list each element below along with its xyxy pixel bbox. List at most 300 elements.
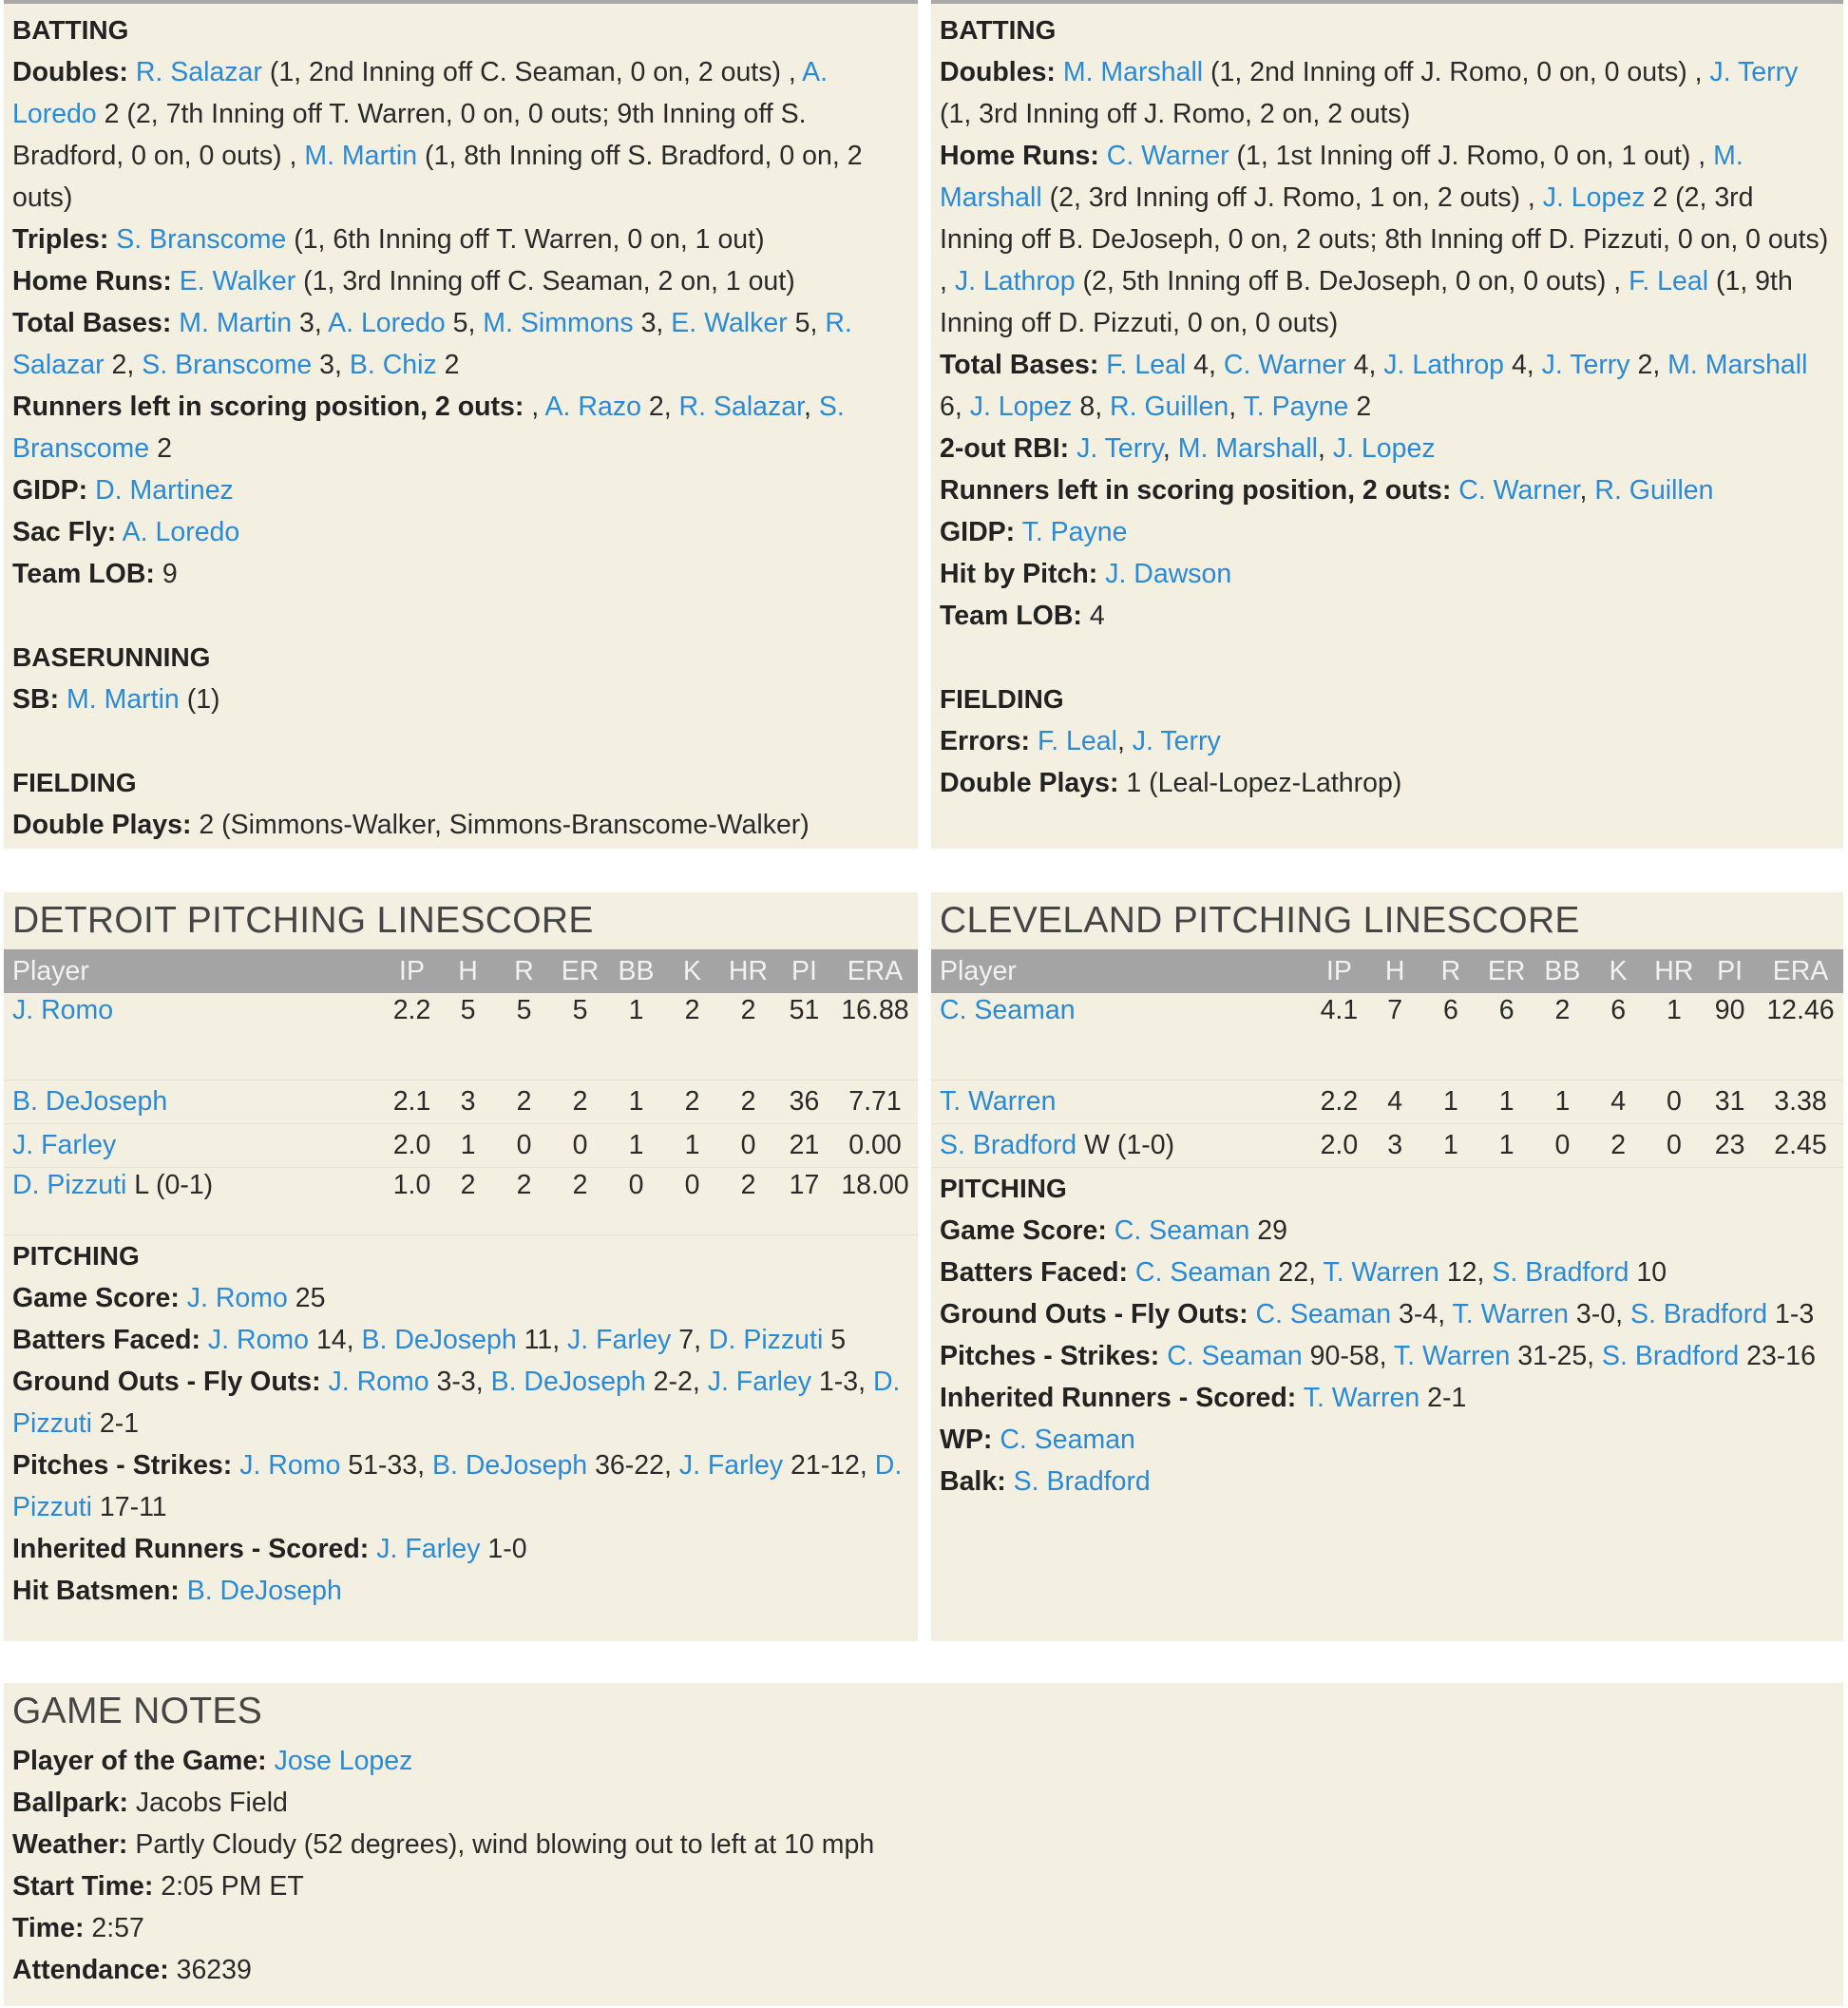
stat-cell: 2.2 xyxy=(1311,1080,1367,1124)
triples-line xyxy=(12,219,918,260)
col-header[interactable]: HR xyxy=(720,949,776,993)
player-link[interactable]: J. Terry xyxy=(1541,350,1630,380)
player-link[interactable]: J. Terry xyxy=(1076,433,1163,464)
stat-text: 3, xyxy=(633,308,672,338)
stat-cell: 4 xyxy=(1591,1080,1647,1124)
col-header[interactable]: ER xyxy=(1478,949,1534,993)
stat-text: 2 xyxy=(149,433,172,464)
player-link[interactable]: T. Warren xyxy=(1303,1383,1420,1413)
stat-cell: 3 xyxy=(440,1080,496,1124)
game-notes-body xyxy=(4,1740,1843,1991)
stat-cell: 1 xyxy=(1423,1080,1479,1124)
double-plays-value: 1 (Leal-Lopez-Lathrop) xyxy=(1118,768,1402,798)
stat-text: , xyxy=(1579,475,1595,506)
double-plays-value: 2 (Simmons-Walker, Simmons-Branscome-Walker) xyxy=(191,810,810,840)
gidp-label: GIDP: xyxy=(940,517,1016,547)
player-link[interactable]: C. Seaman xyxy=(1134,1257,1271,1288)
player-link[interactable]: S. Bradford xyxy=(1492,1257,1629,1288)
stat-text: (1, 1st Inning off J. Romo, 0 on, 1 out) , xyxy=(1229,141,1714,171)
stat-cell: 2 xyxy=(496,1080,552,1124)
stat-cell: 6 xyxy=(1423,993,1479,1080)
batting-heading: BATTING xyxy=(12,15,129,45)
pitching-heading: PITCHING xyxy=(12,1241,140,1271)
player-link[interactable]: Jose Lopez xyxy=(274,1746,413,1776)
two-out-rbi-label: 2-out RBI: xyxy=(940,433,1070,464)
home-runs-label: Home Runs: xyxy=(940,141,1099,171)
stat-cell: 0 xyxy=(608,1168,664,1235)
stat-cell: 1.0 xyxy=(384,1168,440,1235)
ballpark-line xyxy=(12,1782,1843,1824)
stat-text: , xyxy=(1317,433,1333,464)
table-row xyxy=(4,993,918,1080)
stat-cell: 4 xyxy=(1367,1080,1423,1124)
hbp-label: Hit by Pitch: xyxy=(940,559,1098,589)
inherited-runners-line xyxy=(940,1377,1843,1419)
player-link[interactable]: S. Bradford xyxy=(1013,1466,1151,1497)
col-header[interactable]: ERA xyxy=(1758,949,1843,993)
col-header[interactable]: H xyxy=(440,949,496,993)
player-link[interactable]: S. Bradford xyxy=(940,1130,1077,1160)
home-runs-label: Home Runs: xyxy=(12,266,172,296)
stat-text: 5, xyxy=(787,308,826,338)
stat-text: (1, 8th Inning off S. Bradford, 0 on, 2 outs) xyxy=(12,141,863,213)
stat-text: , xyxy=(804,392,819,422)
player-link[interactable]: S. Branscome xyxy=(12,392,845,464)
stat-text: 1-0 xyxy=(480,1534,527,1564)
player-link[interactable]: M. Marshall xyxy=(940,141,1743,213)
fielding-heading: FIELDING xyxy=(12,768,137,797)
player-link[interactable]: D. Pizzuti xyxy=(12,1450,903,1522)
col-header[interactable]: ER xyxy=(552,949,608,993)
stat-cell: 2 xyxy=(440,1168,496,1235)
stat-text: (1, 9th Inning off D. Pizzuti, 0 on, 0 outs) xyxy=(940,266,1793,338)
stat-cell: 1 xyxy=(608,1124,664,1168)
stat-text: 3-4, xyxy=(1391,1299,1453,1329)
col-header[interactable]: PI xyxy=(776,949,832,993)
player-link[interactable]: T. Payne xyxy=(1243,392,1349,422)
player-link[interactable]: F. Leal xyxy=(1629,266,1709,296)
doubles-label: Doubles: xyxy=(940,57,1056,87)
stat-cell: 0.00 xyxy=(832,1124,918,1168)
sb-label: SB: xyxy=(12,684,60,715)
stat-cell: 2 xyxy=(664,1080,720,1124)
start-time-label: Start Time: xyxy=(12,1871,154,1902)
player-link[interactable]: T. Payne xyxy=(1021,517,1128,547)
stat-text: 3-0, xyxy=(1568,1299,1630,1329)
player-link[interactable]: R. Guillen xyxy=(1110,392,1229,422)
player-link[interactable]: S. Bradford xyxy=(1602,1341,1740,1371)
player-link[interactable]: C. Warner xyxy=(1458,475,1580,506)
stat-cell: 1 xyxy=(1423,1124,1479,1168)
player-link[interactable]: T. Warren xyxy=(940,1086,1057,1117)
player-link[interactable]: C. Seaman xyxy=(1114,1215,1250,1246)
stat-text: 17-11 xyxy=(91,1492,167,1522)
game-notes-panel xyxy=(4,1683,1843,2006)
weather-line xyxy=(12,1824,1843,1865)
stat-text: 22, xyxy=(1270,1257,1324,1288)
stat-text: (1, 3rd Inning off C. Seaman, 2 on, 1 out) xyxy=(295,266,795,296)
stat-cell: 4.1 xyxy=(1311,993,1367,1080)
table-row xyxy=(931,1080,1843,1124)
stat-cell: 1 xyxy=(608,1080,664,1124)
stat-text: (1, 2nd Inning off J. Romo, 0 on, 0 outs) , xyxy=(1203,57,1710,87)
player-link[interactable]: J. Lathrop xyxy=(1383,350,1505,380)
stat-cell: 0 xyxy=(1647,1080,1703,1124)
team-lob-line xyxy=(940,595,1843,637)
stat-cell: 2 xyxy=(1591,1124,1647,1168)
stat-text: 10 xyxy=(1629,1257,1667,1288)
table-row xyxy=(931,993,1843,1080)
stat-text: 2 xyxy=(436,350,460,380)
player-cell xyxy=(931,1124,1311,1168)
spacer xyxy=(940,637,1843,679)
player-link[interactable]: F. Leal xyxy=(1106,350,1187,380)
triples-label: Triples: xyxy=(12,224,109,255)
stat-text: 51-33, xyxy=(340,1450,432,1481)
sac-fly-label: Sac Fly: xyxy=(12,517,117,547)
doubles-line xyxy=(940,51,1843,135)
player-link[interactable]: T. Warren xyxy=(1323,1257,1439,1288)
player-link[interactable]: B. DeJoseph xyxy=(361,1325,517,1355)
stat-cell: 3.38 xyxy=(1758,1080,1843,1124)
stat-cell: 17 xyxy=(776,1168,832,1235)
fielding-heading: FIELDING xyxy=(940,684,1064,714)
attendance-line xyxy=(12,1949,1843,1991)
stat-cell: 2 xyxy=(1534,993,1591,1080)
total-bases-label: Total Bases: xyxy=(940,350,1099,380)
team-lob-label: Team LOB: xyxy=(12,559,155,589)
stat-cell: 5 xyxy=(440,993,496,1080)
team-lob-label: Team LOB: xyxy=(940,601,1082,631)
player-link[interactable]: M. Martin xyxy=(67,684,180,715)
col-header[interactable]: K xyxy=(1591,949,1647,993)
cleveland-pitching-title: CLEVELAND PITCHING LINESCORE xyxy=(940,900,1580,941)
home-runs-line xyxy=(940,135,1843,344)
col-header[interactable]: HR xyxy=(1647,949,1703,993)
stat-cell: 6 xyxy=(1478,993,1534,1080)
player-link[interactable]: J. Terry xyxy=(1132,726,1221,756)
game-score-line xyxy=(12,1277,918,1319)
player-link[interactable]: C. Seaman xyxy=(1255,1299,1392,1329)
weather-value: Partly Cloudy (52 degrees), wind blowing out to left at 10 mph xyxy=(127,1829,875,1860)
player-link[interactable]: C. Warner xyxy=(1223,350,1346,380)
risp-label: Runners left in scoring position, 2 outs: xyxy=(940,475,1452,506)
stat-cell: 18.00 xyxy=(832,1168,918,1235)
player-link[interactable]: M. Marshall xyxy=(1177,433,1318,464)
ballpark-value: Jacobs Field xyxy=(127,1788,288,1818)
start-time-value: 2:05 PM ET xyxy=(153,1871,304,1902)
col-header[interactable]: H xyxy=(1367,949,1423,993)
player-link[interactable]: J. Lopez xyxy=(969,392,1073,422)
player-link[interactable]: C. Seaman xyxy=(940,995,1076,1025)
cleveland-pitching-details xyxy=(931,1168,1843,1502)
table-row xyxy=(4,1080,918,1124)
stat-cell: 7 xyxy=(1367,993,1423,1080)
table-header-row xyxy=(4,949,918,993)
hbp-line xyxy=(940,553,1843,595)
stat-cell: 31 xyxy=(1702,1080,1758,1124)
col-header[interactable]: ERA xyxy=(832,949,918,993)
player-link[interactable]: R. Salazar xyxy=(678,392,805,422)
player-link[interactable]: C. Warner xyxy=(1106,141,1229,171)
sac-fly-line xyxy=(12,511,918,553)
player-link[interactable]: J. Romo xyxy=(186,1283,288,1313)
cleveland-linescore-table xyxy=(931,949,1843,1168)
stat-text: (2, 3rd Inning off J. Romo, 1 on, 2 outs) , xyxy=(1041,182,1543,213)
batting-heading: BATTING xyxy=(940,15,1057,45)
stat-text: (1, 6th Inning off T. Warren, 0 on, 1 out) xyxy=(286,224,765,255)
stat-text: 4, xyxy=(1345,350,1384,380)
player-link[interactable]: A. Loredo xyxy=(12,57,829,129)
stat-cell: 16.88 xyxy=(832,993,918,1080)
player-of-game-label: Player of the Game: xyxy=(12,1746,267,1776)
inherited-runners-label: Inherited Runners - Scored: xyxy=(940,1383,1297,1413)
total-bases-line xyxy=(940,344,1843,428)
stat-text: 21-12, xyxy=(783,1450,875,1481)
player-link[interactable]: J. Lathrop xyxy=(954,266,1076,296)
stat-text: 8, xyxy=(1072,392,1111,422)
stat-cell: 1 xyxy=(608,993,664,1080)
player-link[interactable]: J. Farley xyxy=(12,1130,117,1160)
player-link[interactable]: R. Salazar xyxy=(12,308,852,380)
wp-label: WP: xyxy=(940,1425,993,1455)
stat-cell: 0 xyxy=(720,1124,776,1168)
stat-text: , xyxy=(524,392,545,422)
batters-faced-line xyxy=(12,1319,918,1361)
gidp-line xyxy=(940,511,1843,553)
doubles-label: Doubles: xyxy=(12,57,128,87)
stat-cell: 2 xyxy=(552,1080,608,1124)
ballpark-label: Ballpark: xyxy=(12,1788,128,1818)
gidp-label: GIDP: xyxy=(12,475,88,506)
pitches-strikes-line xyxy=(940,1335,1843,1377)
stat-cell: 1 xyxy=(440,1124,496,1168)
col-header[interactable]: R xyxy=(496,949,552,993)
game-score-label: Game Score: xyxy=(940,1215,1107,1246)
player-link[interactable]: M. Martin xyxy=(179,308,293,338)
stat-text: , xyxy=(1116,726,1133,756)
player-link[interactable]: E. Walker xyxy=(179,266,296,296)
hit-batsmen-label: Hit Batsmen: xyxy=(12,1576,180,1606)
doubles-line xyxy=(12,51,918,219)
player-link[interactable]: D. Pizzuti xyxy=(12,1367,901,1439)
col-header[interactable]: BB xyxy=(1534,949,1591,993)
stat-cell: 51 xyxy=(776,993,832,1080)
inherited-runners-line xyxy=(12,1528,918,1570)
stat-cell: 36 xyxy=(776,1080,832,1124)
player-link[interactable]: B. DeJoseph xyxy=(12,1086,168,1117)
stat-text: (1, 3rd Inning off J. Romo, 2 on, 2 outs) xyxy=(940,99,1411,129)
go-fo-line xyxy=(12,1361,918,1444)
player-link[interactable]: A. Loredo xyxy=(122,517,240,547)
player-cell xyxy=(4,1080,384,1124)
player-link[interactable]: M. Simmons xyxy=(483,308,634,338)
double-plays-line xyxy=(12,804,918,846)
player-link[interactable]: J. Lopez xyxy=(1542,182,1646,213)
stat-cell: 2.0 xyxy=(384,1124,440,1168)
table-row xyxy=(931,1124,1843,1168)
stat-cell: 23 xyxy=(1702,1124,1758,1168)
go-fo-label: Ground Outs - Fly Outs: xyxy=(940,1299,1248,1329)
player-link[interactable]: R. Salazar xyxy=(135,57,262,87)
col-header[interactable]: Player xyxy=(4,949,384,993)
game-score-label: Game Score: xyxy=(12,1283,180,1313)
cleveland-batting-panel xyxy=(931,0,1843,849)
stat-text: (1, 2nd Inning off C. Seaman, 0 on, 2 outs) , xyxy=(261,57,803,87)
stat-text: 12, xyxy=(1438,1257,1493,1288)
player-link[interactable]: C. Seaman xyxy=(1000,1425,1135,1455)
team-lob-line xyxy=(12,553,918,595)
risp-line xyxy=(12,386,918,469)
time-line xyxy=(12,1907,1843,1949)
stat-cell: 0 xyxy=(552,1124,608,1168)
stat-cell: 2 xyxy=(720,1080,776,1124)
player-link[interactable]: B. DeJoseph xyxy=(431,1450,588,1481)
player-link[interactable]: M. Marshall xyxy=(1667,350,1808,380)
player-link[interactable]: J. Romo xyxy=(239,1450,341,1481)
stat-text: 4, xyxy=(1504,350,1542,380)
player-link[interactable]: B. Chiz xyxy=(349,350,437,380)
stat-cell: 2.0 xyxy=(1311,1124,1367,1168)
player-link[interactable]: J. Terry xyxy=(1709,57,1799,87)
gidp-line xyxy=(12,469,918,511)
baserunning-heading: BASERUNNING xyxy=(12,642,211,672)
player-link[interactable]: A. Loredo xyxy=(328,308,446,338)
stat-text: , xyxy=(1229,392,1244,422)
detroit-pitching-details xyxy=(4,1235,918,1612)
player-link[interactable]: R. Guillen xyxy=(1594,475,1714,506)
col-header[interactable]: IP xyxy=(1311,949,1367,993)
col-header[interactable]: BB xyxy=(608,949,664,993)
player-link[interactable]: J. Farley xyxy=(678,1450,784,1481)
stat-cell: 2 xyxy=(720,993,776,1080)
double-plays-line xyxy=(940,762,1843,804)
errors-label: Errors: xyxy=(940,726,1031,756)
attendance-label: Attendance: xyxy=(12,1955,169,1985)
player-link[interactable]: S. Branscome xyxy=(142,350,313,380)
game-score-line xyxy=(940,1210,1843,1252)
stat-text: 4, xyxy=(1186,350,1224,380)
player-cell xyxy=(4,993,384,1080)
player-link[interactable]: F. Leal xyxy=(1037,726,1117,756)
double-plays-label: Double Plays: xyxy=(940,768,1119,798)
stat-text: 11, xyxy=(516,1325,568,1355)
stat-cell: 90 xyxy=(1702,993,1758,1080)
stat-text: 1-3, xyxy=(811,1367,873,1397)
stat-text: 25 xyxy=(287,1283,326,1313)
time-label: Time: xyxy=(12,1913,85,1943)
stat-text: 7, xyxy=(671,1325,709,1355)
detroit-linescore-table xyxy=(4,949,918,1235)
player-link[interactable]: C. Seaman xyxy=(1167,1341,1303,1371)
col-header[interactable]: K xyxy=(664,949,720,993)
stat-text: 2-1 xyxy=(91,1408,140,1439)
stat-text: 90-58, xyxy=(1302,1341,1394,1371)
stat-text: 2, xyxy=(640,392,679,422)
player-cell xyxy=(931,993,1311,1080)
player-link[interactable]: T. Warren xyxy=(1452,1299,1569,1329)
player-of-game-line xyxy=(12,1740,1843,1782)
player-link[interactable]: T. Warren xyxy=(1393,1341,1511,1371)
stat-text: 2 (2, 7th Inning off T. Warren, 0 on, 0 outs; 9th Inning off S. Bradford, 0 on, 0 outs) , xyxy=(12,99,807,171)
player-link[interactable]: D. Pizzuti xyxy=(708,1325,824,1355)
stat-text: 2 xyxy=(1348,392,1372,422)
col-header[interactable]: PI xyxy=(1702,949,1758,993)
player-cell xyxy=(931,1080,1311,1124)
stat-cell: 1 xyxy=(664,1124,720,1168)
player-link[interactable]: B. DeJoseph xyxy=(186,1576,342,1606)
stat-text: 6, xyxy=(940,392,970,422)
batters-faced-label: Batters Faced: xyxy=(940,1257,1128,1288)
stat-text: 23-16 xyxy=(1739,1341,1816,1371)
stat-cell: 1 xyxy=(1647,993,1703,1080)
spacer xyxy=(12,720,918,762)
player-link[interactable]: J. Farley xyxy=(376,1534,481,1564)
stat-text: 3, xyxy=(312,350,350,380)
player-link[interactable]: E. Walker xyxy=(671,308,788,338)
player-link[interactable]: M. Martin xyxy=(304,141,418,171)
player-link[interactable]: D. Martinez xyxy=(95,475,234,506)
stat-text: 2, xyxy=(1629,350,1668,380)
go-fo-line xyxy=(940,1293,1843,1335)
stat-cell: 2 xyxy=(496,1168,552,1235)
stat-cell: 21 xyxy=(776,1124,832,1168)
player-link[interactable]: J. Farley xyxy=(707,1367,811,1397)
stat-text: 3-3, xyxy=(429,1367,491,1397)
table-row xyxy=(4,1124,918,1168)
player-link[interactable]: J. Romo xyxy=(12,995,114,1025)
risp-label: Runners left in scoring position, 2 outs: xyxy=(12,392,524,422)
player-link[interactable]: D. Pizzuti xyxy=(12,1170,127,1200)
stat-text: 29 xyxy=(1249,1215,1287,1246)
player-link[interactable]: J. Lopez xyxy=(1332,433,1436,464)
total-bases-line xyxy=(12,302,918,386)
player-link[interactable]: B. DeJoseph xyxy=(490,1367,646,1397)
inherited-runners-label: Inherited Runners - Scored: xyxy=(12,1534,370,1564)
balk-label: Balk: xyxy=(940,1466,1006,1497)
player-link[interactable]: J. Farley xyxy=(567,1325,672,1355)
stat-text: 36-22, xyxy=(587,1450,679,1481)
spacer xyxy=(12,595,918,637)
go-fo-label: Ground Outs - Fly Outs: xyxy=(12,1367,321,1397)
stat-cell: 2 xyxy=(552,1168,608,1235)
stat-cell: 2.45 xyxy=(1758,1124,1843,1168)
double-plays-label: Double Plays: xyxy=(12,810,192,840)
stat-cell: 6 xyxy=(1591,993,1647,1080)
stat-text: 2, xyxy=(104,350,143,380)
player-link[interactable]: J. Romo xyxy=(328,1367,429,1397)
stat-text: 5, xyxy=(445,308,484,338)
stat-text: , xyxy=(1162,433,1178,464)
stat-text: 14, xyxy=(309,1325,362,1355)
stat-cell: 1 xyxy=(1534,1080,1591,1124)
col-header[interactable]: Player xyxy=(931,949,1311,993)
stat-cell: 0 xyxy=(496,1124,552,1168)
player-link[interactable]: S. Branscome xyxy=(116,224,287,255)
col-header[interactable]: IP xyxy=(384,949,440,993)
stat-cell: 2.1 xyxy=(384,1080,440,1124)
player-link[interactable]: J. Romo xyxy=(207,1325,310,1355)
player-link[interactable]: A. Razo xyxy=(544,392,641,422)
batters-faced-line xyxy=(940,1252,1843,1293)
player-link[interactable]: J. Dawson xyxy=(1105,559,1232,589)
player-link[interactable]: M. Marshall xyxy=(1062,57,1204,87)
stat-cell: 0 xyxy=(1647,1124,1703,1168)
pitching-heading: PITCHING xyxy=(940,1174,1067,1203)
home-runs-line xyxy=(12,260,918,302)
player-link[interactable]: S. Bradford xyxy=(1629,1299,1768,1329)
col-header[interactable]: R xyxy=(1423,949,1479,993)
